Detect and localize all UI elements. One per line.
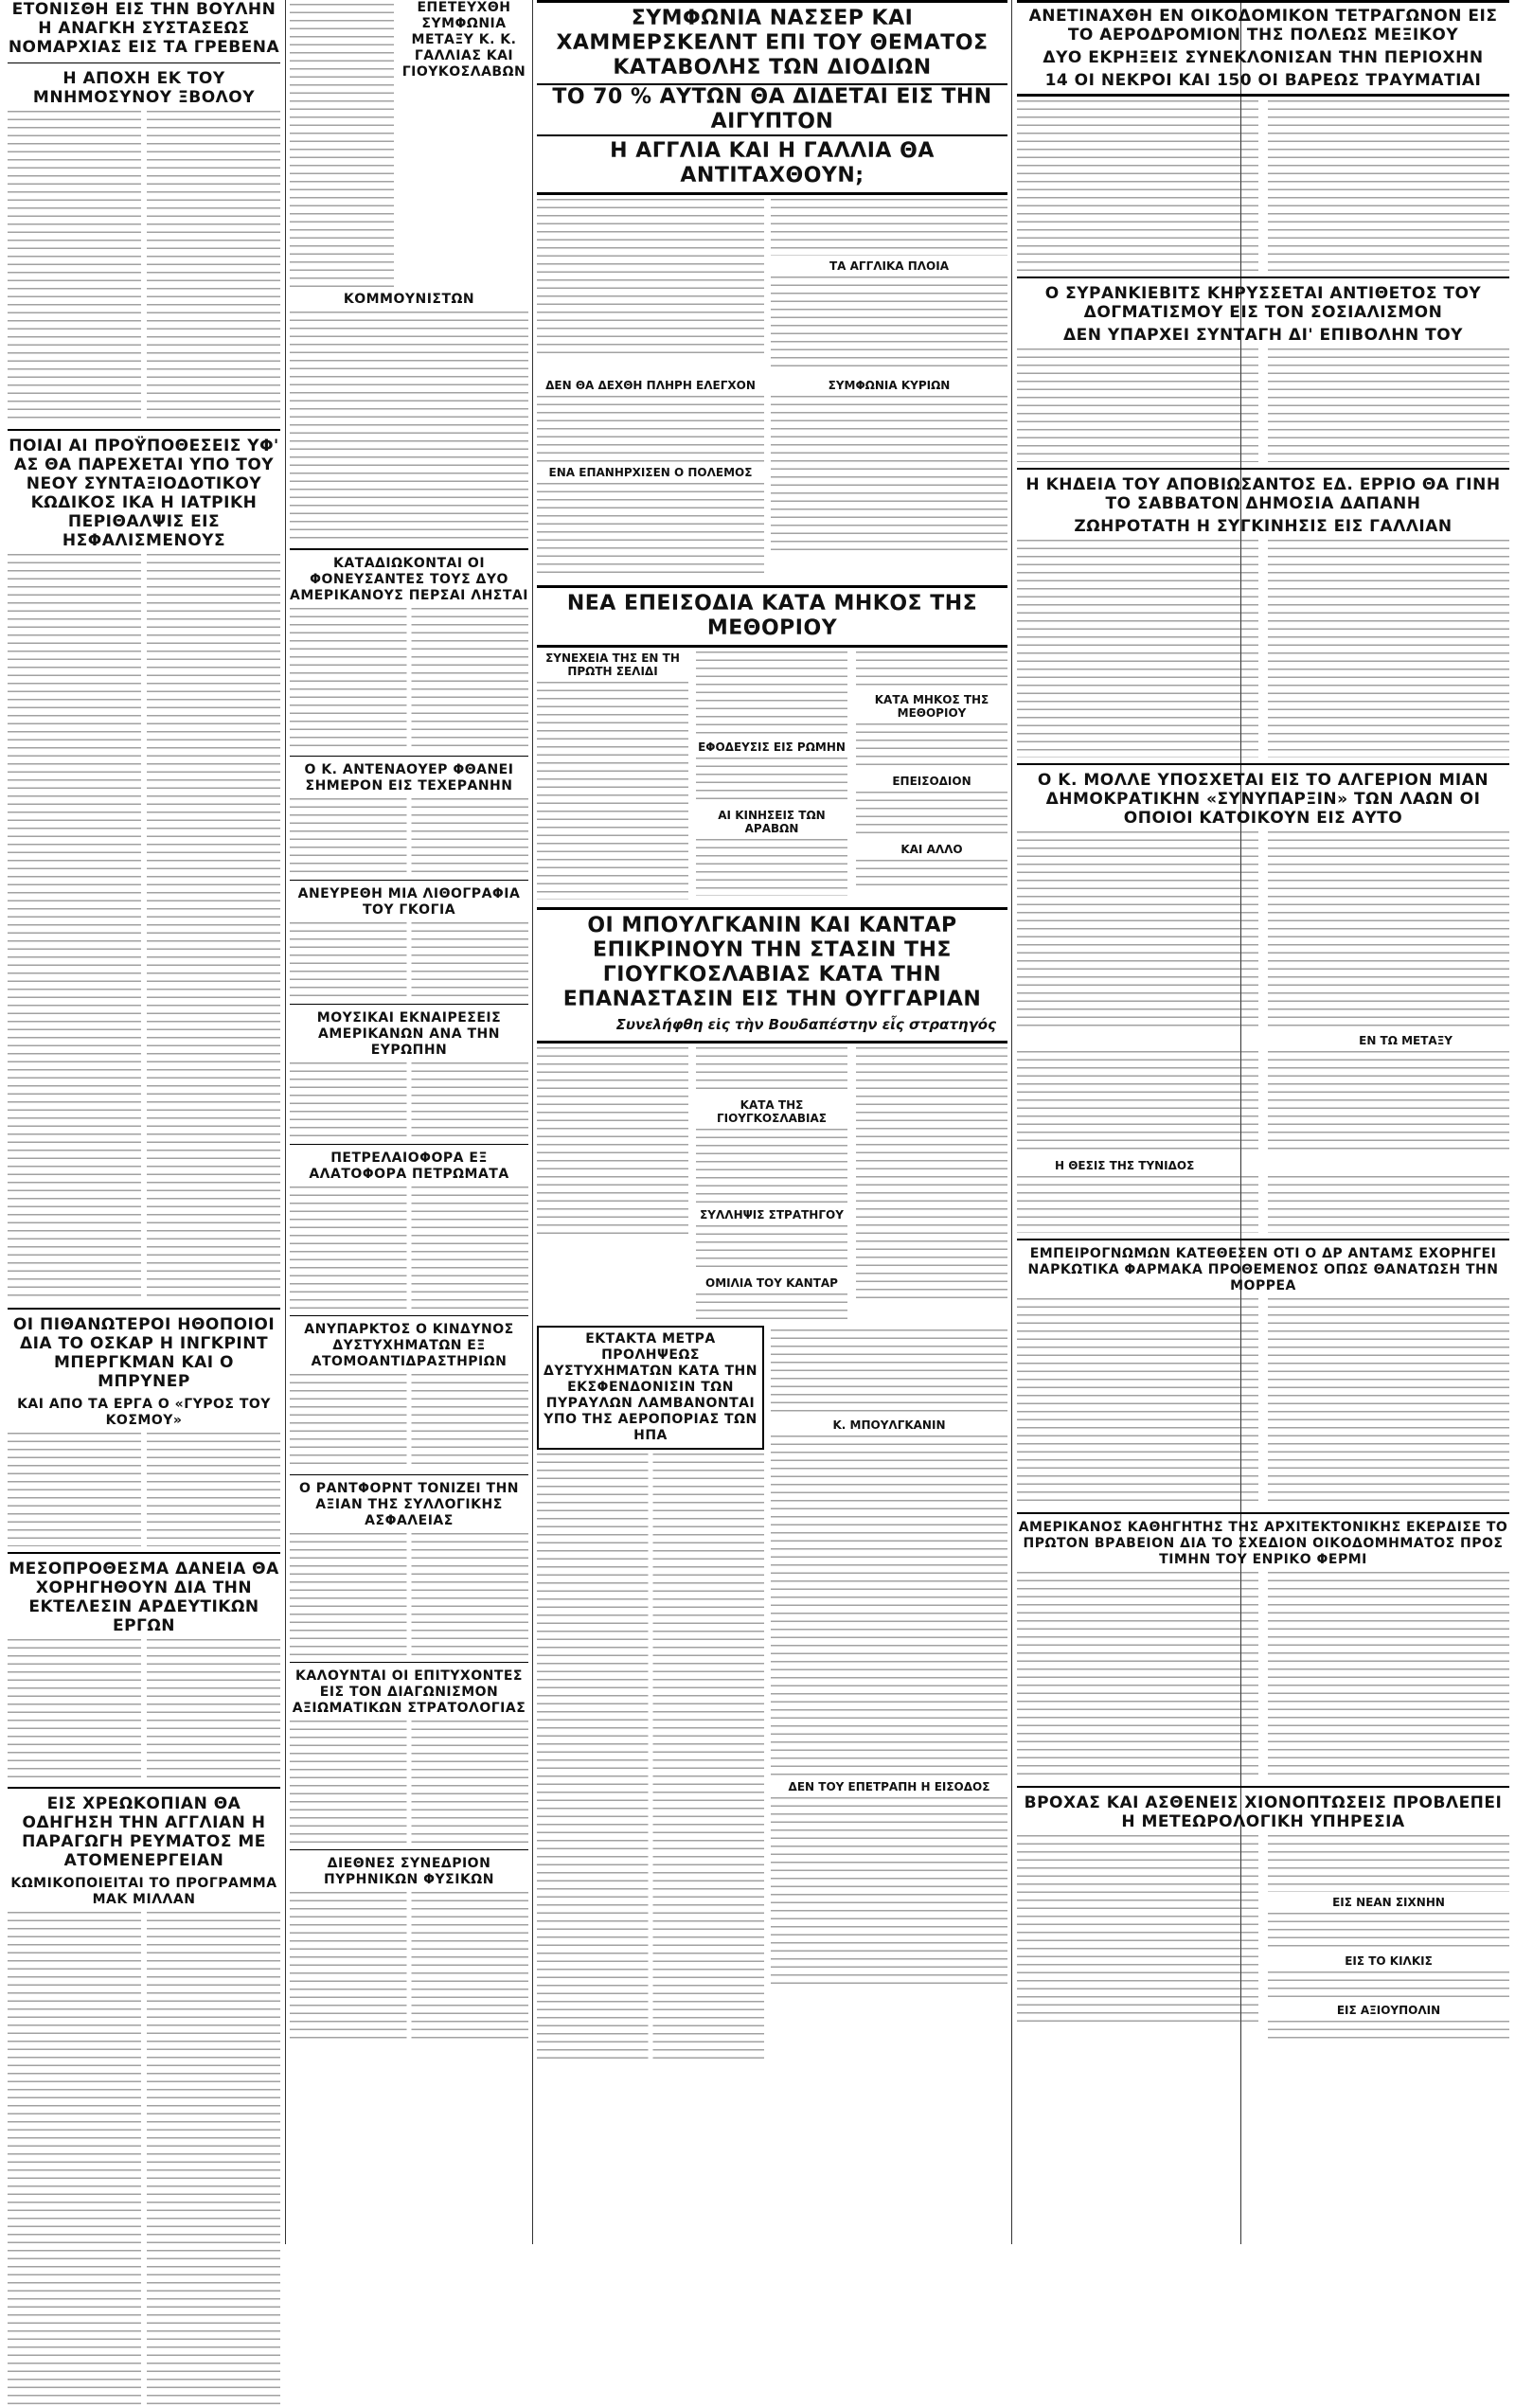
subheadline-sygkinisis: ΖΩΗΡΟΤΑΤΗ Η ΣΥΓΚΙΝΗΣΙΣ ΕΙΣ ΓΑΛΛΙΑΝ <box>1074 517 1453 536</box>
subheadline-mnimosyno: Η ΑΠΟΧΗ ΕΚ ΤΟΥ ΜΝΗΜΟΣΥΝΟΥ ΞΒΟΛΟΥ <box>32 69 256 107</box>
headline-antenaouer: Ο Κ. ΑΝΤΕΝΑΟΥΕΡ ΦΘΑΝΕΙ ΣΗΜΕΡΟΝ ΕΙΣ ΤΕΧΕΡΑΝΗΝ <box>304 762 514 794</box>
headline-fermi: ΑΜΕΡΙΚΑΝΟΣ ΚΑΘΗΓΗΤΗΣ ΤΗΣ ΑΡΧΙΤΕΚΤΟΝΙΚΗΣ ΕΚΕΡΔΙΣΕ ΤΟ ΠΡΩΤΟΝ ΒΡΑΒΕΙΟΝ ΔΙΑ ΤΟ ΣΧΕΔΙΟΝ ΟΙΚΟΔΟΜΗΜΑΤΟΣ ΠΡΟΣ ΤΙΜΗΝ ΤΟΥ ΕΝΡΙΚΟ ΦΕΡΜΙ <box>1018 1520 1508 1567</box>
article-body <box>8 1639 280 1781</box>
headline-subtitle: Συνελήφθη εἰς τὴν Βουδαπέστην εἷς στρατηγός <box>615 1016 996 1033</box>
headline-errio: Η ΚΗΔΕΙΑ ΤΟΥ ΑΠΟΒΙΩΣΑΝΤΟΣ ΕΔ. ΕΡΡΙΟ ΘΑ ΓΙΝΗ ΤΟ ΣΑΒΒΑΤΟΝ ΔΗΜΟΣΙΑ ΔΑΠΑΝΗ <box>1025 475 1501 513</box>
headline-stratologia: ΚΑΛΟΥΝΤΑΙ ΟΙ ΕΠΙΤΥΧΟΝΤΕΣ ΕΙΣ ΤΟΝ ΔΙΑΓΩΝΙΣΜΟΝ ΑΞΙΩΜΑΤΙΚΩΝ ΣΤΡΑΤΟΛΟΓΙΑΣ <box>292 1668 526 1716</box>
section-head: ΚΑΤΑ ΤΗΣ ΓΙΟΥΓΚΟΣΛΑΒΙΑΣ <box>716 1098 827 1125</box>
headline-vroches: ΒΡΟΧΑΣ ΚΑΙ ΑΣΘΕΝΕΙΣ ΧΙΟΝΟΠΤΩΣΕΙΣ ΠΡΟΒΛΕΠΕΙ Η ΜΕΤΕΩΡΟΛΟΓΙΚΗ ΥΠΗΡΕΣΙΑ <box>1024 1793 1503 1831</box>
article-body <box>290 4 394 288</box>
headline-lystai: ΚΑΤΑΔΙΩΚΟΝΤΑΙ ΟΙ ΦΟΝΕΥΣΑΝΤΕΣ ΤΟΥΣ ΔΥΟ ΑΜΕΡΙΚΑΝΟΥΣ ΠΕΡΣΑΙ ΛΗΣΤΑΙ <box>290 556 528 603</box>
section-head: ΕΠΕΙΣΟΔΙΟΝ <box>892 775 971 788</box>
section-head: ΚΑΙ ΑΛΛΟ <box>900 843 963 856</box>
subheadline-ekrixeis: ΔΥΟ ΕΚΡΗΞΕΙΣ ΣΥΝΕΚΛΟΝΙΣΑΝ ΤΗΝ ΠΕΡΙΟΧΗΝ <box>1043 48 1484 67</box>
column-separator <box>532 0 533 2244</box>
headline-grevena: ΕΤΟΝΙΣΘΗ ΕΙΣ ΤΗΝ ΒΟΥΛΗΝ Η ΑΝΑΓΚΗ ΣΥΣΤΑΣΕΩΣ ΝΟΜΑΡΧΙΑΣ ΕΙΣ ΤΑ ΓΡΕΒΕΝΑ <box>8 0 280 57</box>
article-body <box>771 199 1007 256</box>
article-body <box>771 276 1007 371</box>
headline-syrankievits: Ο ΣΥΡΑΝΚΙΕΒΙΤΣ ΚΗΡΥΣΣΕΤΑΙ ΑΝΤΙΘΕΤΟΣ ΤΟΥ ΔΟΓΜΑΤΙΣΜΟΥ ΕΙΣ ΤΟΝ ΣΟΣΙΑΛΙΣΜΟΝ <box>1044 284 1482 322</box>
subheadline-gyros: ΚΑΙ ΑΠΟ ΤΑ ΕΡΓΑ Ο «ΓΥΡΟΣ ΤΟΥ ΚΟΣΜΟΥ» <box>17 1397 271 1428</box>
section-head: Κ. ΜΠΟΥΛΓΚΑΝΙΝ <box>832 1418 946 1432</box>
headline-pyrinikoi: ΔΙΕΘΝΕΣ ΣΥΝΕΔΡΙΟΝ ΠΥΡΗΝΙΚΩΝ ΦΥΣΙΚΩΝ <box>324 1856 494 1887</box>
article-body <box>1268 1913 1509 1951</box>
article-body <box>856 860 1007 888</box>
article-body <box>1017 540 1509 758</box>
article-body <box>290 1533 528 1656</box>
article-body <box>696 1225 847 1273</box>
article-body <box>537 1454 764 2060</box>
article-body <box>696 758 847 805</box>
headline-pyrauloi: ΕΚΤΑΚΤΑ ΜΕΤΡΑ ΠΡΟΛΗΨΕΩΣ ΔΥΣΤΥΧΗΜΑΤΩΝ ΚΑΤΑ ΤΗΝ ΕΚΣΦΕΝΔΟΝΙΣΙΝ ΤΩΝ ΠΥΡΑΥΛΩΝ ΛΑΜΒΑΝΟΝΤΑΙ ΥΠΟ ΤΗΣ ΑΕΡΟΠΟΡΙΑΣ ΤΩΝ ΗΠΑ <box>544 1331 758 1443</box>
section-head: ΕΝ ΤΩ ΜΕΤΑΞΥ <box>1359 1034 1453 1047</box>
article-body <box>8 1912 280 2404</box>
article-body <box>771 1797 1007 1987</box>
headline-ika: ΠΟΙΑΙ ΑΙ ΠΡΟΫΠΟΘΕΣΕΙΣ ΥΦ' ΑΣ ΘΑ ΠΑΡΕΧΕΤΑΙ ΥΠΟ ΤΟΥ ΝΕΟΥ ΣΥΝΤΑΞΙΟΔΟΤΙΚΟΥ ΚΩΔΙΚΟΣ ΙΚΑ Η ΙΑΤΡΙΚΗ ΠΕΡΙΘΑΛΨΙΣ ΕΙΣ ΗΣΦΑΛΙΣΜΕΝΟΥΣ <box>9 437 279 550</box>
column-1 <box>8 0 280 2408</box>
section-head: ΑΙ ΚΙΝΗΣΕΙΣ ΤΩΝ ΑΡΑΒΩΝ <box>718 809 826 835</box>
article-body <box>696 839 847 896</box>
column-2 <box>290 0 528 2047</box>
headline-oscar: ΟΙ ΠΙΘΑΝΩΤΕΡΟΙ ΗΘΟΠΟΙΟΙ ΔΙΑ ΤΟ ΟΣΚΑΡ Η ΙΝΓΚΡΙΝΤ ΜΠΕΡΓΚΜΑΝ ΚΑΙ Ο ΜΠΡΥΝΕΡ <box>12 1315 276 1391</box>
column-separator <box>285 0 286 2244</box>
article-body <box>537 396 764 462</box>
headline-molle: Ο Κ. ΜΟΛΛΕ ΥΠΟΣΧΕΤΑΙ ΕΙΣ ΤΟ ΑΛΓΕΡΙΟΝ ΜΙΑΝ ΔΗΜΟΚΡΑΤΙΚΗΝ «ΣΥΝΥΠΑΡΞΙΝ» ΤΩΝ ΛΑΩΝ ΟΙ ΟΠΟΙΟΙ ΚΑΤΟΙΚΟΥΝ ΕΙΣ ΑΥΤΟ <box>1037 771 1489 828</box>
headline-antams: ΕΜΠΕΙΡΟΓΝΩΜΩΝ ΚΑΤΕΘΕΣΕΝ ΟΤΙ Ο ΔΡ ΑΝΤΑΜΣ ΕΧΟΡΗΓΕΙ ΝΑΡΚΩΤΙΚΑ ΦΑΡΜΑΚΑ ΠΡΟΘΕΜΕΝΟΣ ΟΠΩΣ ΘΑΝΑΤΩΣΗ ΤΗΝ ΜΟΡΡΕΑ <box>1027 1246 1499 1293</box>
headline-atomoantidrastiria: ΑΝΥΠΑΡΚΤΟΣ Ο ΚΙΝΔΥΝΟΣ ΔΥΣΤΥΧΗΜΑΤΩΝ ΕΞ ΑΤΟΜΟΑΝΤΙΔΡΑΣΤΗΡΙΩΝ <box>304 1322 514 1369</box>
section-head: ΔΕΝ ΤΟΥ ΕΠΕΤΡΑΠΗ Η ΕΙΣΟΔΟΣ <box>788 1780 990 1793</box>
article-body <box>290 1721 528 1844</box>
article-body <box>290 1892 528 2043</box>
section-head: ΕΙΣ ΑΞΙΟΥΠΟΛΙΝ <box>1336 2004 1441 2017</box>
article-body <box>290 1062 528 1138</box>
article-body <box>856 1047 1007 1303</box>
article-body <box>8 111 280 423</box>
article-body <box>1017 1051 1509 1155</box>
article-body <box>1268 1971 1509 2000</box>
article-body <box>1268 1835 1509 1892</box>
section-head: ΚΑΤΑ ΜΗΚΟΣ ΤΗΣ ΜΕΘΟΡΙΟΥ <box>874 693 989 720</box>
article-body <box>696 651 847 737</box>
section-head: ΤΑ ΑΓΓΛΙΚΑ ΠΛΟΙΑ <box>829 259 950 273</box>
article-body <box>290 1186 528 1310</box>
article-body <box>537 1047 688 1237</box>
subheadline-syntagi: ΔΕΝ ΥΠΑΡΧΕΙ ΣΥΝΤΑΓΗ ΔΙ' ΕΠΙΒΟΛΗΝ ΤΟΥ <box>1063 326 1463 345</box>
article-body <box>290 1374 528 1469</box>
article-body <box>1017 1176 1509 1233</box>
article-body <box>1017 831 1509 1030</box>
headline-gkogia: ΑΝΕΥΡΕΘΗ ΜΙΑ ΛΙΘΟΓΡΑΦΙΑ ΤΟΥ ΓΚΟΓΙΑ <box>297 886 521 918</box>
article-body <box>771 396 1007 557</box>
article-body <box>1017 1298 1509 1507</box>
article-body <box>290 608 528 750</box>
article-body <box>290 798 528 874</box>
headline-symfonia-gallias: ΕΠΕΤΕΥΧΘΗ ΣΥΜΦΩΝΙΑ ΜΕΤΑΞΥ Κ. Κ. ΓΑΛΛΙΑΣ ΚΑΙ ΓΙΟΥΚΟΣΛΑΒΩΝ ΚΟΜΜΟΥΝΙΣΤΩΝ <box>343 0 526 307</box>
section-head: ΣΥΜΦΩΝΙΑ ΚΥΡΙΩΝ <box>828 379 951 392</box>
headline-atomenergeia: ΕΙΣ ΧΡΕΩΚΟΠΙΑΝ ΘΑ ΟΔΗΓΗΣΗ ΤΗΝ ΑΓΓΛΙΑΝ Η ΠΑΡΑΓΩΓΗ ΡΕΥΜΑΤΟΣ ΜΕ ΑΤΟΜΕΝΕΡΓΕΙΑΝ <box>22 1794 266 1870</box>
article-body <box>771 1329 1007 1415</box>
article-body <box>1017 1835 1258 2025</box>
subheadline-makmillan: ΚΩΜΙΚΟΠΟΙΕΙΤΑΙ ΤΟ ΠΡΟΓΡΑΜΜΑ ΜΑΚ ΜΙΛΛΑΝ <box>10 1876 277 1907</box>
subheadline-antitachthoun: Η ΑΓΓΛΙΑ ΚΑΙ Η ΓΑΛΛΙΑ ΘΑ ΑΝΤΙΤΑΧΘΟΥΝ; <box>610 139 935 187</box>
article-body <box>696 1047 847 1095</box>
headline-mousikai: ΜΟΥΣΙΚΑΙ ΕΚΝΑΙΡΕΣΕΙΣ ΑΜΕΡΙΚΑΝΩΝ ΑΝΑ ΤΗΝ ΕΥΡΩΠΗΝ <box>316 1010 502 1058</box>
headline-rantfornt: Ο ΡΑΝΤΦΟΡΝΤ ΤΟΝΙΖΕΙ ΤΗΝ ΑΞΙΑΝ ΤΗΣ ΣΥΛΛΟΓΙΚΗΣ ΑΣΦΑΛΕΙΑΣ <box>299 1481 519 1528</box>
article-body <box>856 723 1007 771</box>
article-body <box>696 1293 847 1322</box>
section-head: ΕΙΣ ΝΕΑΝ ΣΙΧΝΗΝ <box>1332 1896 1445 1909</box>
section-head: ΣΥΝΕΧΕΙΑ ΤΗΣ ΕΝ ΤΗ ΠΡΩΤΗ ΣΕΛΙΔΙ <box>545 651 680 678</box>
article-body <box>290 312 528 539</box>
section-head: ΕΦΟΔΕΥΣΙΣ ΕΙΣ ΡΩΜΗΝ <box>698 740 846 754</box>
article-body <box>8 1433 280 1546</box>
headline-mexiko: ΑΝΕΤΙΝΑΧΘΗ ΕΝ ΟΙΚΟΔΟΜΙΚΟΝ ΤΕΤΡΑΓΩΝΟΝ ΕΙΣ ΤΟ ΑΕΡΟΔΡΟΜΙΟΝ ΤΗΣ ΠΟΛΕΩΣ ΜΕΞΙΚΟΥ <box>1028 7 1498 45</box>
article-body <box>1268 2021 1509 2040</box>
headline-nasser: ΣΥΜΦΩΝΙΑ ΝΑΣΣΕΡ ΚΑΙ ΧΑΜΜΕΡΣΚΕΛΝΤ ΕΠΙ ΤΟΥ ΘΕΜΑΤΟΣ ΚΑΤΑΒΟΛΗΣ ΤΩΝ ΔΙΟΔΙΩΝ <box>556 7 989 80</box>
article-body <box>537 483 764 578</box>
headline-methorios: ΝΕΑ ΕΠΕΙΣΟΔΙΑ ΚΑΤΑ ΜΗΚΟΣ ΤΗΣ ΜΕΘΟΡΙΟΥ <box>566 592 978 640</box>
center-columns <box>537 0 1007 2063</box>
article-body <box>290 922 528 998</box>
column-5 <box>1017 0 1509 2043</box>
headline-petrelaia: ΠΕΤΡΕΛΑΙΟΦΟΡΑ ΕΞ ΑΛΑΤΟΦΟΡΑ ΠΕΤΡΩΜΑΤΑ <box>309 1150 509 1182</box>
article-body <box>537 199 764 360</box>
article-body <box>771 1436 1007 1776</box>
section-head: ΟΜΙΛΙΑ ΤΟΥ ΚΑΝΤΑΡ <box>705 1276 838 1290</box>
article-body <box>537 682 688 900</box>
section-head: Η ΘΕΣΙΣ ΤΗΣ ΤΥΝΙΔΟΣ <box>1055 1159 1195 1172</box>
article-body <box>1017 348 1509 462</box>
article-body <box>1017 1572 1509 1780</box>
headline-boulganin: ΟΙ ΜΠΟΥΛΓΚΑΝΙΝ ΚΑΙ ΚΑΝΤΑΡ ΕΠΙΚΡΙΝΟΥΝ ΤΗΝ ΣΤΑΣΙΝ ΤΗΣ ΓΙΟΥΓΚΟΣΛΑΒΙΑΣ ΚΑΤΑ ΤΗΝ ΕΠΑΝΑΣΤΑΣΙΝ ΕΙΣ ΤΗΝ ΟΥΓΓΑΡΙΑΝ <box>562 914 982 1011</box>
subheadline-nekroi: 14 ΟΙ ΝΕΚΡΟΙ ΚΑΙ 150 ΟΙ ΒΑΡΕΩΣ ΤΡΑΥΜΑΤΙΑΙ <box>1044 71 1482 90</box>
article-body <box>856 651 1007 689</box>
article-body <box>856 792 1007 839</box>
article-body <box>8 554 280 1302</box>
section-head: ΔΕΝ ΘΑ ΔΕΧΘΗ ΠΛΗΡΗ ΕΛΕΓΧΟΝ <box>545 379 756 392</box>
section-head: ΣΥΛΛΗΨΙΣ ΣΤΡΑΤΗΓΟΥ <box>700 1208 844 1222</box>
headline-daneia: ΜΕΣΟΠΡΟΘΕΣΜΑ ΔΑΝΕΙΑ ΘΑ ΧΟΡΗΓΗΘΟΥΝ ΔΙΑ ΤΗΝ ΕΚΤΕΛΕΣΙΝ ΑΡΔΕΥΤΙΚΩΝ ΕΡΓΩΝ <box>9 1560 279 1635</box>
section-head: ΕΙΣ ΤΟ ΚΙΛΚΙΣ <box>1345 1954 1433 1968</box>
subheadline-70: ΤΟ 70 % ΑΥΤΩΝ ΘΑ ΔΙΔΕΤΑΙ ΕΙΣ ΤΗΝ ΑΙΓΥΠΤΟΝ <box>537 83 1007 136</box>
column-separator <box>1011 0 1012 2244</box>
article-body <box>1017 100 1509 271</box>
article-body <box>696 1129 847 1204</box>
section-head: ΕΝΑ ΕΠΑΝΗΡΧΙΣΕΝ Ο ΠΟΛΕΜΟΣ <box>548 466 753 479</box>
